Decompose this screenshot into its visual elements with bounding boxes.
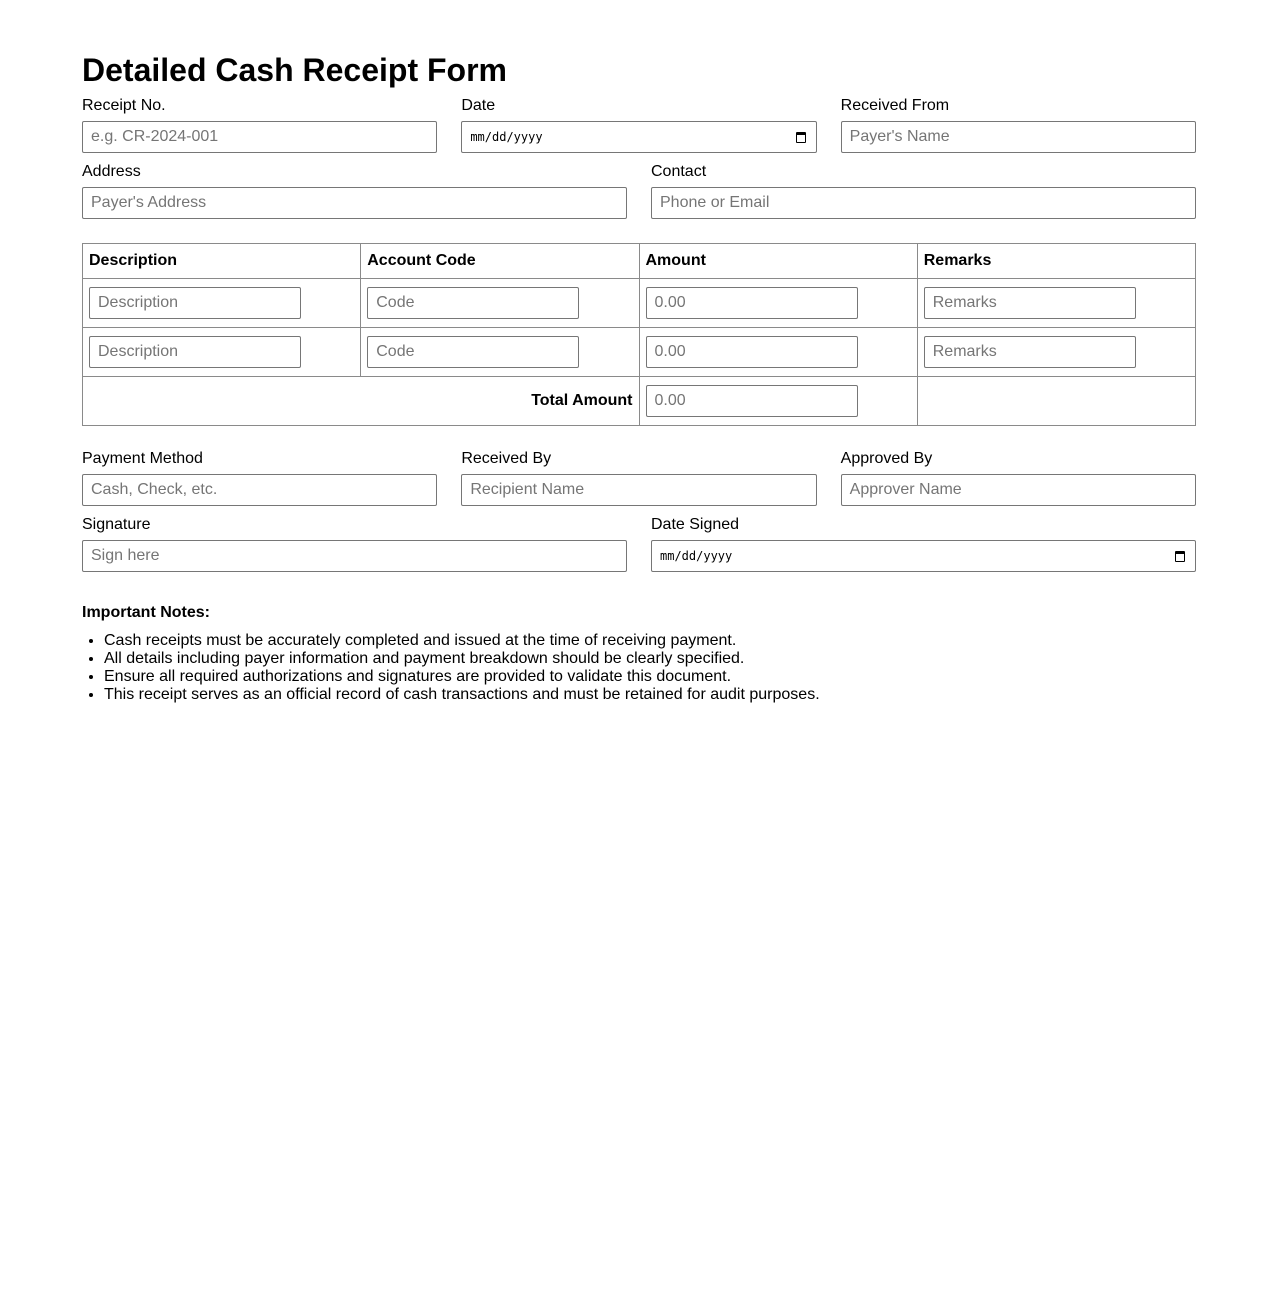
address-field-group (82, 163, 627, 219)
description-input[interactable]: Description (89, 287, 301, 319)
header-row-2 (82, 163, 1196, 219)
table-cell (83, 328, 361, 377)
list-item: • This receipt serves as an official record of cash transactions and must be retained for audit purposes. (104, 686, 1196, 704)
important-notes-section (82, 604, 1196, 704)
amount-input[interactable]: 0.00 (646, 336, 858, 368)
footer-row-2 (82, 516, 1196, 572)
received-from-label: Received From (840, 97, 950, 114)
received-from-field-group (841, 97, 1196, 153)
table-cell (639, 377, 917, 426)
payment-method-field-group (82, 450, 437, 506)
column-header-amount: Amount (639, 244, 917, 279)
table-cell (639, 279, 917, 328)
date-signed-value: mm/dd/yyyy (660, 549, 733, 563)
page-title: Detailed Cash Receipt Form (82, 52, 507, 88)
contact-field-group (651, 163, 1196, 219)
total-amount-label: Total Amount (83, 377, 640, 426)
table-cell (83, 279, 361, 328)
calendar-icon[interactable] (796, 132, 806, 143)
received-by-input[interactable]: Recipient Name (461, 474, 816, 506)
notes-list (82, 632, 1196, 704)
date-value: mm/dd/yyyy (470, 130, 543, 144)
table-cell (917, 279, 1195, 328)
receipt-no-label: Receipt No. (82, 97, 166, 114)
account-code-input[interactable]: Code (367, 287, 579, 319)
table-cell (639, 328, 917, 377)
list-item: • Ensure all required authorizations and signatures are provided to validate this document. (104, 668, 1196, 686)
approved-by-label: Approved By (840, 450, 933, 467)
column-header-remarks: Remarks (917, 244, 1195, 279)
receipt-no-input[interactable]: e.g. CR-2024-001 (82, 121, 437, 153)
table-cell (917, 328, 1195, 377)
table-cell (361, 279, 639, 328)
contact-input[interactable]: Phone or Email (651, 187, 1196, 219)
date-input[interactable] (461, 121, 816, 153)
calendar-icon[interactable] (1175, 551, 1185, 562)
contact-label: Contact (651, 163, 707, 180)
description-input[interactable]: Description (89, 336, 301, 368)
received-by-label: Received By (461, 450, 552, 467)
address-label: Address (82, 163, 141, 180)
date-label: Date (461, 97, 496, 114)
empty-cell (917, 377, 1195, 426)
payment-method-input[interactable]: Cash, Check, etc. (82, 474, 437, 506)
signature-input[interactable]: Sign here (82, 540, 627, 572)
account-code-input[interactable]: Code (367, 336, 579, 368)
list-item: • Cash receipts must be accurately completed and issued at the time of receiving payment. (104, 632, 1196, 650)
signature-field-group (82, 516, 627, 572)
column-header-account-code: Account Code (361, 244, 639, 279)
column-header-description: Description (83, 244, 361, 279)
list-item: • All details including payer information and payment breakdown should be clearly specified. (104, 650, 1196, 668)
table-row (83, 279, 1196, 328)
receipt-no-field-group (82, 97, 437, 153)
approved-by-input[interactable]: Approver Name (841, 474, 1196, 506)
date-signed-label: Date Signed (651, 516, 740, 533)
table-cell (361, 328, 639, 377)
approved-by-field-group (841, 450, 1196, 506)
total-amount-input[interactable]: 0.00 (646, 385, 858, 417)
items-table (82, 243, 1196, 426)
header-row-1 (82, 97, 1196, 153)
remarks-input[interactable]: Remarks (924, 336, 1136, 368)
address-input[interactable]: Payer's Address (82, 187, 627, 219)
table-row (83, 328, 1196, 377)
notes-title: Important Notes: (82, 604, 210, 621)
signature-label: Signature (82, 516, 151, 533)
items-table-header-row (83, 244, 1196, 279)
received-from-input[interactable]: Payer's Name (841, 121, 1196, 153)
date-signed-input[interactable] (651, 540, 1196, 572)
date-field-group (461, 97, 816, 153)
date-signed-field-group (651, 516, 1196, 572)
amount-input[interactable]: 0.00 (646, 287, 858, 319)
footer-row-1 (82, 450, 1196, 506)
received-by-field-group (461, 450, 816, 506)
remarks-input[interactable]: Remarks (924, 287, 1136, 319)
total-row (83, 377, 1196, 426)
payment-method-label: Payment Method (82, 450, 203, 467)
